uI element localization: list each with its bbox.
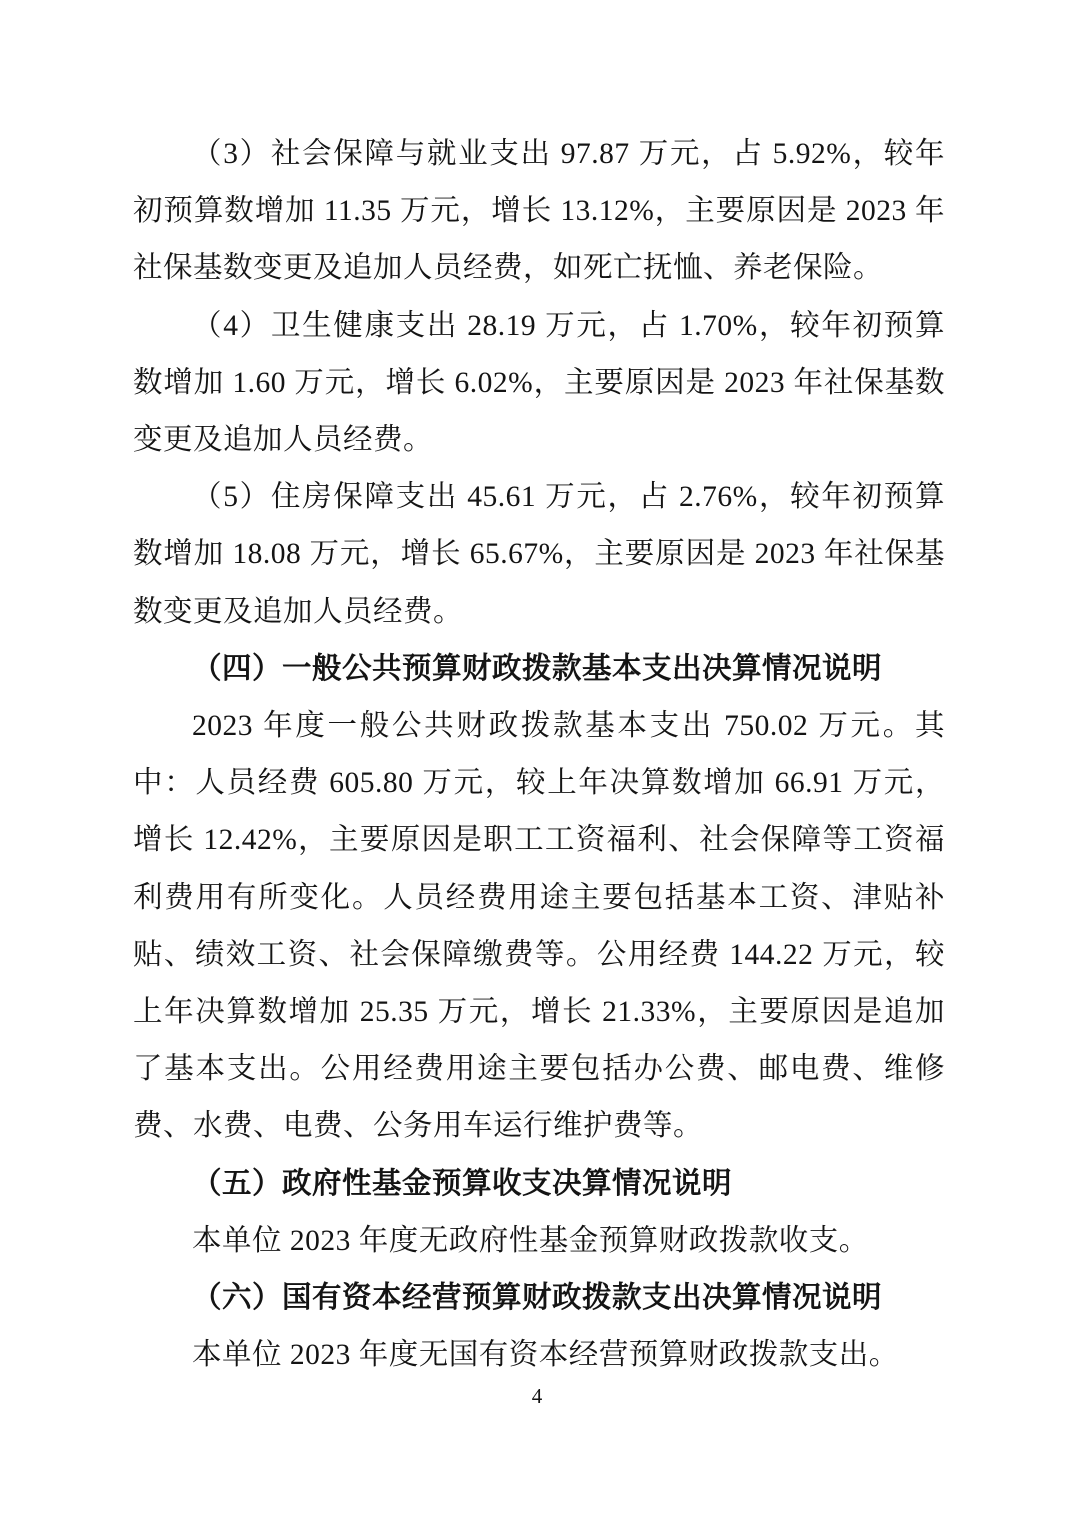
heading-section-4-basic-expenditure: （四）一般公共预算财政拨款基本支出决算情况说明	[192, 652, 883, 685]
heading-section-5-government-fund: （五）政府性基金预算收支决算情况说明	[192, 1167, 733, 1200]
document-text-block	[133, 126, 945, 1384]
paragraph-social-security-employment-expense: （3）社会保障与就业支出 97.87 万元，占 5.92%，较年初预算数增加 11.35 万元，增长 13.12%，主要原因是 2023 年社保基数变更及追加人员经费，如死亡抚恤、养老保险。	[133, 138, 945, 285]
paragraph-government-fund-statement: 本单位 2023 年度无政府性基金预算财政拨款收支。	[192, 1224, 869, 1257]
paragraph-basic-expenditure-detail: 2023 年度一般公共财政拨款基本支出 750.02 万元。其中：人员经费 605.80 万元，较上年决算数增加 66.91 万元，增长 12.42%，主要原因是职工工资福利、社会保障等工资福利费用有所变化。人员经费用途主要包括基本工资、津贴补贴、绩效工资、社会保障缴费等。公用经费 144.22 万元，较上年决算数增加 25.35 万元，增长 21.33%，主要原因是追加了基本支出。公用经费用途主要包括办公费、邮电费、维修费、水费、电费、公务用车运行维护费等。	[133, 710, 945, 1143]
paragraph-state-capital-statement: 本单位 2023 年度无国有资本经营预算财政拨款支出。	[192, 1339, 899, 1372]
heading-section-6-state-capital: （六）国有资本经营预算财政拨款支出决算情况说明	[192, 1282, 883, 1315]
page-number: 4	[531, 1384, 543, 1408]
paragraph-health-expense: （4）卫生健康支出 28.19 万元，占 1.70%，较年初预算数增加 1.60 万元，增长 6.02%，主要原因是 2023 年社保基数变更及追加人员经费。	[133, 309, 945, 457]
paragraph-housing-expense: （5）住房保障支出 45.61 万元，占 2.76%，较年初预算数增加 18.08 万元，增长 65.67%，主要原因是 2023 年社保基数变更及追加人员经费。	[133, 481, 945, 628]
